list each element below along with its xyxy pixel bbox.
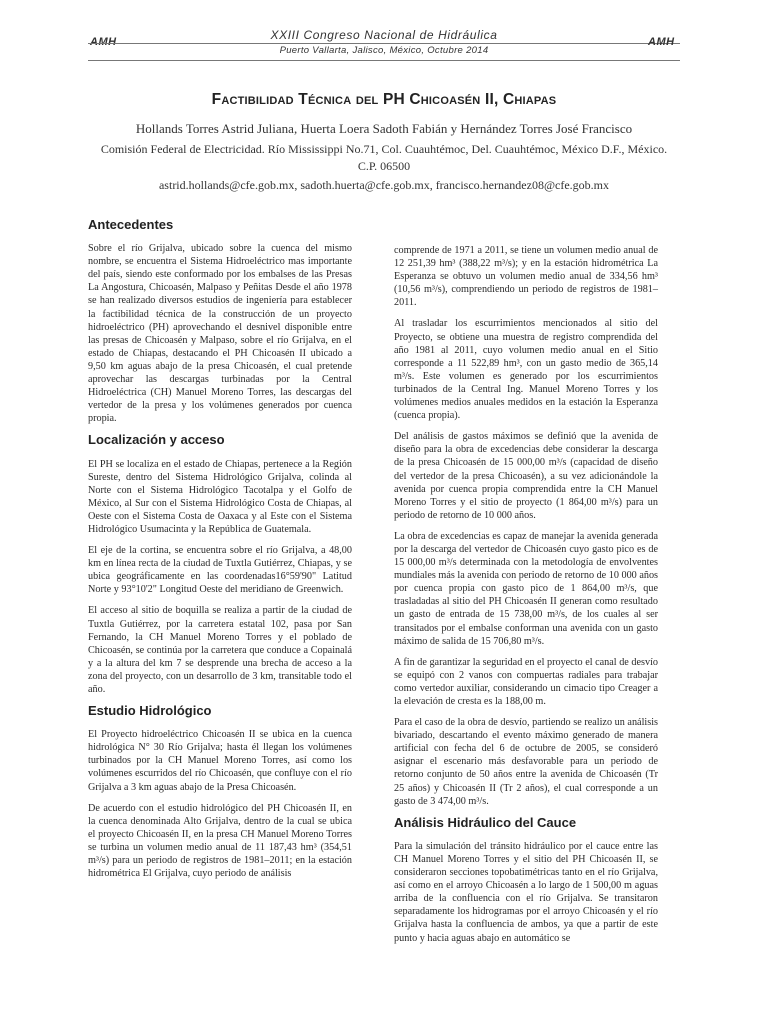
section-heading-hidrologico: Estudio Hidrológico xyxy=(88,703,212,719)
header-rule-bottom xyxy=(88,60,680,61)
paragraph: Del análisis de gastos máximos se definió que la avenida de diseño para la obra de excedencias debe considerar la descarga de la presa Chicoasén de 15 000,00 m³/s (capacidad de diseño del vertedor de la presa Chicoasén), a su vez adicionándole la avenida por cuenca propia comprendida entre la CH Manuel Moreno Torres y el sitio de proyecto (1 864,00 m³/s) para un periodo de retorno de 10 000 años. xyxy=(394,431,658,521)
paragraph: Al trasladar los escurrimientos mencionados al sitio del Proyecto, se obtiene una muestra de registro comprendida del año 1981 al 2011, cuyo volumen medio anual en el Sitio corresponde a 11 522,89 hm³, con un gasto medio de 365,14 m³/s. Este volumen es generado por los escurrimientos turbinados de la Central Ing. Manuel Moreno Torres y los volúmenes medios anuales medidos en la estación la Esperanza (cuenca propia). xyxy=(394,318,658,422)
paragraph: El Proyecto hidroeléctrico Chicoasén II se ubica en la cuenca hidrológica N° 30 Río Grijalva; hasta él llegan los volúmenes turbinados por la CH Manuel Moreno Torres, así como los volúmenes escurridos del río Chicoasén, que confluye con el río Grijalva a 3 km aguas abajo de la Presa Chicoasén. xyxy=(88,729,352,793)
amh-logo-left: AMH xyxy=(90,36,117,48)
paper-affiliation: Comisión Federal de Electricidad. Río Mississippi No.71, Col. Cuauhtémoc, Del. Cuauhtémoc, México D.F., México. C.P. 06500 xyxy=(100,142,668,173)
conference-location: Puerto Vallarta, Jalisco, México, Octubre 2014 xyxy=(279,45,489,56)
paper-authors: Hollands Torres Astrid Juliana, Huerta Loera Sadoth Fabián y Hernández Torres José Francisco xyxy=(135,121,633,136)
section-heading-cauce: Análisis Hidráulico del Cauce xyxy=(394,814,577,830)
paragraph: De acuerdo con el estudio hidrológico del PH Chicoasén II, en la cuenca denominada Alto Grijalva, dentro de la cual se ubica el proyecto Chicoasén II, en la presa CH Manuel Moreno Torres se turbina un volumen medio anual de 11 187,43 hm³ (354,51 m³/s) para un periodo de registros de 1981–2011; en la estación hidrométrica El Grijalva, cuyo periodo de análisis xyxy=(88,802,352,880)
paragraph: El PH se localiza en el estado de Chiapas, pertenece a la Región Sureste, dentro del Sistema Hidrológico Grijalva, colinda al Norte con el Sistema Hidrológico Tacotalpa y el Golfo de México, al Sur con el Sistema Hidrológico Costa de Chiapas, al Oeste con el Sistema Costa de Oaxaca y al Este con el Sistema Hidrológico Usumacinta y la República de Guatemala. xyxy=(88,458,352,535)
amh-logo-right: AMH xyxy=(648,36,675,48)
conference-name: XXIII Congreso Nacional de Hidráulica xyxy=(270,28,498,42)
page-header xyxy=(0,0,768,80)
paragraph: A fin de garantizar la seguridad en el proyecto el canal de desvío se equipó con 2 vanos con compuertas radiales para trabajar como vertedor auxiliar, considerando un cimacio tipo Creager a la elevación de cresta es la 188,00 m. xyxy=(394,656,658,707)
section-heading-antecedentes: Antecedentes xyxy=(88,217,174,232)
paragraph: Para el caso de la obra de desvío, partiendo se realizo un análisis bivariado, descartando el evento máximo generado de manera artificial con fecha del 6 de octubre de 2005, se consideró asignar el escenario más desfavorable para un periodo de retorno conjunto de 50 años entre la avenida de Chicoasén (Tr 25 años) y Chicoasén II (Tr 2 años), el cual corresponde a un gasto de 3 474,00 m³/s. xyxy=(394,717,658,807)
paper-title: Factibilidad Técnica del PH Chicoasén II, Chiapas xyxy=(211,91,557,108)
paragraph: Sobre el río Grijalva, ubicado sobre la cuenca del mismo nombre, se encuentra el Sistema Hidroeléctrico mas importante del país, siendo este conformado por los embalses de las Presas La Angostura, Chicoasén, Malpaso y Peñitas Desde el año 1978 se han realizado diversos estudios de ingeniería para establecer la factibilidad técnica de la construcción de un proyecto hidroeléctrico (PH) aprovechando el desnivel disponible entre las presas de Chicoasén y Malpaso, sobre el río Grijalva, en el estado de Chiapas, destacando el PH Chicoasén II ubicado a 9,50 km aguas abajo de la presa Chicoasén, el cual pretende aprovechar las descargas turbinadas por la Central Hidroeléctrica (CH) Manuel Moreno Torres, las descargas del vertedor de la presa y los volúmenes generados por cuenca propia. xyxy=(88,243,352,425)
section-heading-localizacion: Localización y acceso xyxy=(88,432,225,448)
paragraph: La obra de excedencias es capaz de manejar la avenida generada por la descarga del vertedor de Chicoasén cuyo gasto pico es de 15 000,00 m³/s determinada con la metodología de envolventes mundiales más la avenida con periodo de retorno de 10 000 años por cuenca propia con gasto pico de 1 864,00 m³/s, que trasladadas al sitio del PH Chicoasén II generan como resultado un gasto de entrada de 15 738,00 m³/s, de los cuales al ser transitados por el embalse conforman una avenida con un gasto máximo de salida de 15 706,80 m³/s. xyxy=(394,530,658,647)
paper-emails: astrid.hollands@cfe.gob.mx, sadoth.huerta@cfe.gob.mx, francisco.hernandez08@cfe.gob.mx xyxy=(158,178,609,192)
header-rule-top xyxy=(88,43,680,44)
paragraph: Para la simulación del tránsito hidráulico por el cauce entre las CH Manuel Moreno Torres y el sitio del PH Chicoasén II, se consideraron secciones topobatimétricas tanto en el río Grijalva, así como en el arroyo Chicoasén a lo largo de 1 500,00 m aguas arriba de la confluencia con el río Grijalva. Se transitaron separadamente los hidrogramas por el arroyo Chicoasén y el río Grijalva hasta la confluencia de ambos, ya que a partir de este punto y hacia aguas abajo en automático se xyxy=(394,840,658,944)
paragraph: El eje de la cortina, se encuentra sobre el río Grijalva, a 48,00 km en línea recta de la ciudad de Tuxtla Gutiérrez, Chiapas, y se ubica geográficamente en las coordenadas16°59'90" Latitud Norte y 93°10'2" Longitud Oeste del meridiano de Greenwich. xyxy=(88,545,352,596)
right-column xyxy=(394,244,658,953)
paragraph: comprende de 1971 a 2011, se tiene un volumen medio anual de 12 251,39 hm³ (388,22 m³/s); y en la estación hidrométrica La Esperanza se obtuvo un volumen medio anual de 334,56 hm³ (10,56 m³/s), comprendiendo un periodo de registros de 1981–2011. xyxy=(394,245,658,309)
left-column xyxy=(88,218,352,888)
paragraph: El acceso al sitio de boquilla se realiza a partir de la ciudad de Tuxtla Gutiérrez, por la carretera estatal 102, pasa por San Fernando, la CH Manuel Moreno Torres y el poblado de Chicoasén, se continúa por la carretera que conduce a Copainalá y a la altura del km 7 se desprende una brecha de acceso a la zona del proyecto, con un desarrollo de 3 km, transitable todo el año. xyxy=(88,605,352,695)
